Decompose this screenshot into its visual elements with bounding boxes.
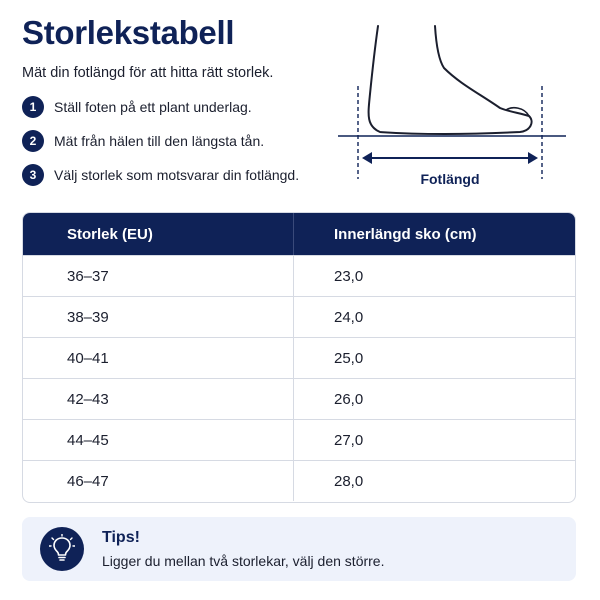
cell-size: 36–37 xyxy=(23,256,294,296)
table-row xyxy=(23,296,575,337)
cell-length: 23,0 xyxy=(334,267,364,285)
step-text: Mät från hälen till den längsta tån. xyxy=(54,133,265,149)
tips-content xyxy=(102,529,384,569)
cell-length: 27,0 xyxy=(334,431,364,449)
arrow-left-head xyxy=(362,152,372,164)
table-row xyxy=(23,255,575,296)
step-2 xyxy=(22,130,299,152)
table-row xyxy=(23,419,575,460)
step-3 xyxy=(22,164,299,186)
tips-title: Tips! xyxy=(102,529,140,546)
instruction-steps xyxy=(22,96,299,198)
table-row xyxy=(23,378,575,419)
step-1 xyxy=(22,96,299,118)
table-row xyxy=(23,460,575,501)
page-title: Storlekstabell xyxy=(22,14,235,51)
cell-size: 42–43 xyxy=(23,379,294,419)
step-number-badge: 3 xyxy=(22,164,44,186)
cell-length: 25,0 xyxy=(334,349,364,367)
arrow-right-head xyxy=(528,152,538,164)
tips-box xyxy=(22,517,576,581)
table-row xyxy=(23,337,575,378)
foot-length-label: Fotlängd xyxy=(420,171,480,187)
cell-size: 44–45 xyxy=(23,420,294,460)
step-number-badge: 2 xyxy=(22,130,44,152)
step-number-badge: 1 xyxy=(22,96,44,118)
lightbulb-icon xyxy=(40,527,84,571)
step-text: Ställ foten på ett plant underlag. xyxy=(54,99,252,115)
column-header-inner-length: Innerlängd sko (cm) xyxy=(334,225,477,243)
page-subtitle: Mät din fotlängd för att hitta rätt storlek. xyxy=(22,65,274,81)
foot-measurement-illustration xyxy=(330,14,575,194)
cell-length: 26,0 xyxy=(334,390,364,408)
cell-size: 46–47 xyxy=(23,461,294,501)
cell-length: 24,0 xyxy=(334,308,364,326)
table-header xyxy=(23,213,575,255)
cell-size: 40–41 xyxy=(23,338,294,378)
tips-text: Ligger du mellan två storlekar, välj den större. xyxy=(102,553,385,569)
cell-size: 38–39 xyxy=(23,297,294,337)
size-table xyxy=(22,212,576,503)
step-text: Välj storlek som motsvarar din fotlängd. xyxy=(54,167,300,183)
cell-length: 28,0 xyxy=(334,472,364,490)
foot-outline-icon xyxy=(369,26,532,134)
column-header-size: Storlek (EU) xyxy=(23,213,294,255)
